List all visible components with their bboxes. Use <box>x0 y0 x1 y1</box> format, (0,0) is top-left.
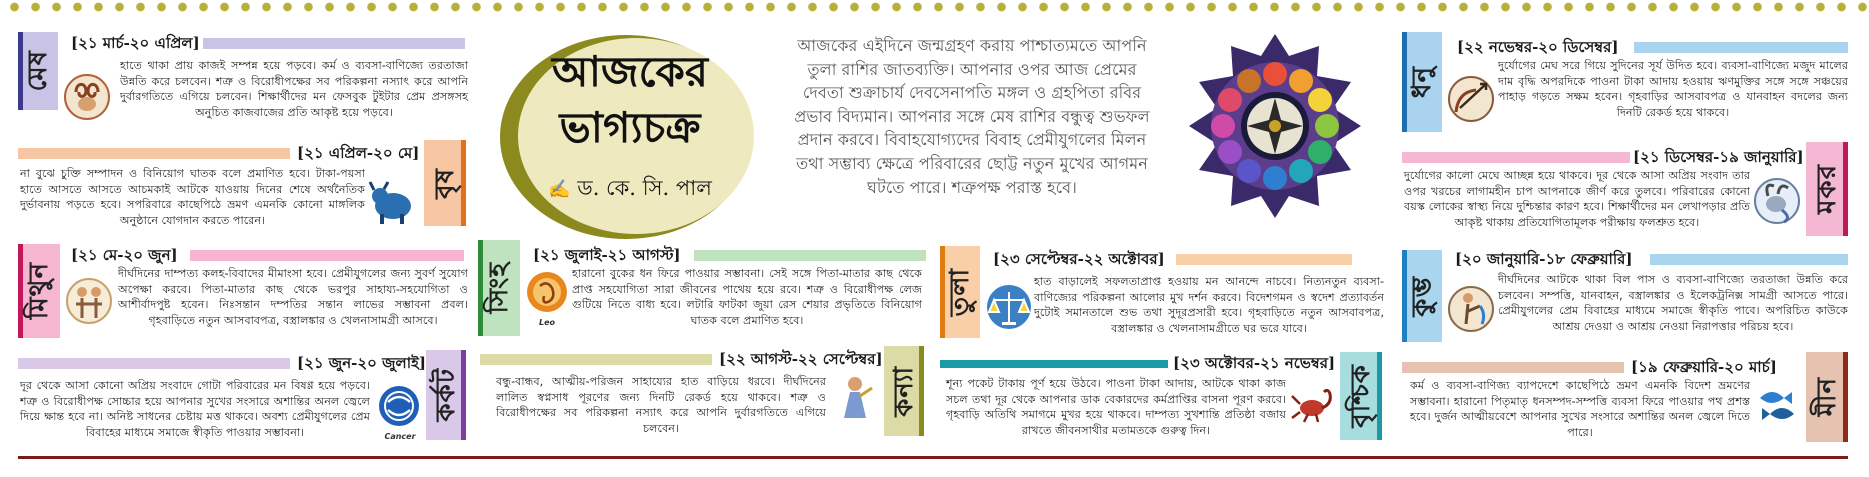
sign-tab-sagittarius <box>1402 32 1442 132</box>
sign-name: মকর <box>1812 164 1842 214</box>
title-line-1: আজকের <box>552 47 708 96</box>
sign-dates: [২০ জানুয়ারি-১৮ ফেব্রুয়ারি] <box>1452 250 1636 268</box>
sign-tab-scorpio <box>1340 352 1382 440</box>
sign-name: কুম্ভ <box>1407 275 1437 317</box>
sign-tab-virgo <box>884 346 924 436</box>
sign-tab-libra <box>940 246 980 338</box>
sign-tab-gemini <box>18 244 60 338</box>
bull-icon <box>368 176 418 226</box>
sign-dates: [২৩ সেপ্টেম্বর-২২ অক্টোবর] <box>990 250 1168 268</box>
sign-text: দীর্ঘদিনের দাম্পত্য কলহ-বিবাদের মীমাংসা হবে। প্রেমীযুগলের জন্য সুবর্ণ সুযোগ অপেক্ষা করবে। পিতা-মাতার কাছ থেকে ভরপুর সাহায্য-সহযোগিতা ও আশীর্বাদপুষ্ট হবেন। নিঃসন্তান দম্পতির সন্তান লাভের সম্ভাবনা প্রবল। গৃহবাড়িতে নতুন আসবাবপত্র, বস্ত্রালঙ্কার ও খেলনাসামগ্রী আসবে। <box>118 267 468 327</box>
cancer-icon-label: Cancer <box>384 432 416 441</box>
sign-name: মীন <box>1812 377 1842 417</box>
sign-text: কর্ম ও ব্যবসা-বাণিজ্য ব্যাপদেশে কাছেপিঠে ভ্রমণ এমনকি বিদেশ ভ্রমণের সম্ভাবনা। হারানো পিতৃমাতৃ ধনসম্পদ-সম্পত্তি ব্যবসা ফিরে পাওয়ার পথ প্রশস্ত হবে। দুর্জন আত্মীয়বেশে আপনার সুখের সংসারে অশান্তির অনল জ্বেলে দিতে পারে। <box>1410 379 1750 439</box>
sign-name: বৃষ <box>430 167 460 199</box>
sign-dates: [১৯ ফেব্রুয়ারি-২০ মার্চ] <box>1628 358 1780 376</box>
maiden-icon <box>830 372 880 422</box>
sign-name: মিথুন <box>24 262 54 320</box>
scorpion-icon <box>1288 378 1338 428</box>
sign-text: বন্ধু-বান্ধব, আত্মীয়-পরিজন সাহায্যের হাত বাড়িয়ে ধরবে। দীর্ঘদিনের লালিত স্বপ্নসাধ পূরণের জন্য দিনটি রেকর্ড হয়ে থাকবে। শত্রু ও বিরোধীপক্ষের সব পরিকল্পনা নস্যাৎ করে আপনি দুর্বারগতিতে এগিয়ে চলবেন। <box>496 375 826 435</box>
sign-text: দীর্ঘদিনের আটকে থাকা বিল পাস ও ব্যবসা-বাণিজ্যে তরতাজা উন্নতি করে চলবেন। সম্পত্তি, যানবাহন, বস্ত্রালঙ্কার ও ইলেকট্রনিক্স সামগ্রী আসতে পারে। প্রেমীযুগলের প্রেম বিবাহের মাধ্যমে সমাজে স্বীকৃতি পাবে। অপরিচিত কাউকে আশ্রয় দেওয়া ও আশ্রয় নেওয়া নিরাপত্তার পরিচয় হবে। <box>1498 273 1848 333</box>
zodiac-wheel-icon <box>1188 32 1363 220</box>
sign-tab-aries <box>18 32 58 110</box>
sign-text: দূর থেকে আসা কোনো অপ্রিয় সংবাদে গোটা পরিবারের মন বিষণ্ণ হয়ে পড়বে। শত্রু ও বিরোধীপক্ষ সোচ্চার হয়ে আপনার সুখের সংসারে অশান্তির অনল জ্বেলে দিয়ে ক্ষান্ত হবে না। অনিষ্ট সাধনের চেষ্টায় মত্ত থাকবে। অবশ্য প্রেমীযুগলের প্রেম বিবাহের মাধ্যমে সমাজে স্বীকৃতি পাওয়ার সম্ভাবনা। <box>20 379 370 439</box>
sign-dates: [২১ জুন-২০ জুলাই] <box>294 354 429 372</box>
sign-text: হাতে থাকা প্রায় কাজই সম্পন্ন হয়ে পড়বে। কর্ম ও ব্যবসা-বাণিজ্যে তরতাজা উন্নতি করে চলবেন। শত্রু ও বিরোধীপক্ষের সব পরিকল্পনা নস্যাৎ করে আপনি দুর্বারগতিতে এগিয়ে চলবেন। শিক্ষার্থীদের মন ফেসবুক টুইটার প্রেম প্রসঙ্গসহ অনুচিত কাজবাজের প্রতি আকৃষ্ট হয়ে পড়বে। <box>120 59 468 119</box>
sign-text: হাত বাড়ালেই সফলতাপ্রাপ্ত হওয়ায় মন আনন্দে নাচবে। নিত্যনতুন ব্যবসা-বাণিজ্যের পরিকল্পনা আলোর মুখ দর্শন করবে। বিদেশগমন ও স্বদেশ প্রত্যাবর্তন দুটোই সমানতালে শুভ তথা সুদূরপ্রসারী হবে। গৃহবাড়িতে নতুন আসবাবপত্র, বস্ত্রালঙ্কার ও খেলনাসামগ্রীতে ঘর ভরে যাবে। <box>1034 275 1384 335</box>
sign-tab-pisces <box>1806 352 1848 442</box>
sign-tab-leo <box>478 240 520 336</box>
sign-tab-taurus <box>424 140 466 226</box>
sign-dates: [২১ এপ্রিল-২০ মে] <box>294 144 422 162</box>
sign-name: কন্যা <box>889 365 919 417</box>
author-line <box>520 172 740 207</box>
sign-tab-aquarius <box>1402 250 1442 342</box>
sign-name: মেষ <box>23 50 53 92</box>
archer-icon <box>1446 74 1496 124</box>
goat-icon <box>1752 176 1802 226</box>
title-line-2: ভাগ্যচক্র <box>559 103 701 152</box>
dotted-border <box>0 0 1869 14</box>
intro-paragraph: আজকের এইদিনে জন্মগ্রহণ করায় পাশ্চাত্যমতে আপনি তুলা রাশির জাতব্যক্তি। আপনার ওপর আজ প্রেমের দেবতা শুক্রাচার্য দেবসেনাপতি মঙ্গল ও গ্রহপিতা রবির প্রভাব বিদ্যমান। আপনার সঙ্গে মেষ রাশির বন্ধুত্ব শুভফল প্রদান করবে। বিবাহযোগ্যদের বিবাহ প্রেমীযুগলের মিলন তথা সম্ভাব্য ক্ষেত্রে পরিবারের ছোট্ট নতুন মুখের আগমন ঘটতে পারে। শত্রুপক্ষ পরাস্ত হবে। <box>794 36 1150 197</box>
sign-dates: [২১ মে-২০ জুন] <box>68 246 181 264</box>
sign-text: না বুঝে চুক্তি সম্পাদন ও বিনিয়োগ ঘাতক বলে প্রমাণিত হবে। টাকা-পয়সা হাতে আসতে আসতে আচমকাই আটকে যাওয়ায় দিনের শেষে অর্থনৈতিক দুর্ভাবনায় পড়তে হবে। সপরিবারে কাছেপিঠে ভ্রমণ এমনকি কোনো মাঙ্গলিক অনুষ্ঠানে যোগদান করতে পারেন। <box>20 167 365 227</box>
sign-name: বৃশ্চিক <box>1346 364 1376 428</box>
pen-icon: ✍ <box>548 179 571 200</box>
sign-dates: [২২ নভেম্বর-২০ ডিসেম্বর] <box>1454 38 1621 56</box>
bottom-rule <box>18 456 1848 459</box>
ram-icon <box>62 72 112 122</box>
sign-dates: [২১ মার্চ-২০ এপ্রিল] <box>68 34 203 52</box>
sign-dates: [২৩ অক্টোবর-২১ নভেম্বর] <box>1170 354 1338 372</box>
sign-text: দুর্যোগের মেঘ সরে গিয়ে সুদিনের সূর্য উদিত হবে। ব্যবসা-বাণিজ্যে মজুদ মালের দাম বৃদ্ধি অপরদিকে পাওনা টাকা আদায় হওয়ায় ঋণমুক্তির সঙ্গে সঙ্গে সঞ্চয়ের পাহাড় গড়তে সক্ষম হবেন। গৃহবাড়ির আসবাবপত্র ও যানবাহন বদলের জন্য দিনটি রেকর্ড হয়ে থাকবে। <box>1498 59 1848 119</box>
water-bearer-icon <box>1446 284 1496 334</box>
sign-name: সিংহ <box>484 262 514 314</box>
sign-dates: [২১ ডিসেম্বর-১৯ জানুয়ারি] <box>1630 148 1807 166</box>
sign-name: ধনু <box>1407 65 1437 99</box>
page-title <box>520 44 740 156</box>
fish-icon <box>1752 380 1802 430</box>
sign-tab-cancer <box>426 350 466 440</box>
sign-name: তুলা <box>945 267 975 317</box>
sign-text: দুর্যোগের কালো মেঘে আচ্ছন্ন হয়ে থাকবে। দূর থেকে আসা অপ্রিয় সংবাদ তার ওপর খরচের লাগামহীন চাপ আপনাকে জীর্ণ করে তুলবে। পরিবারের কোনো বয়স্ক লোকের স্বাস্থ্য নিয়ে দুশ্চিন্তার কারণ হবে। শিক্ষার্থীদের মন লেখাপড়ার প্রতি আকৃষ্ট থাকায় প্রতিযোগিতামূলক পরীক্ষায় ফলশ্রুত হবে। <box>1404 169 1750 229</box>
leo-icon-label: Leo <box>538 318 556 327</box>
crab-icon <box>374 382 424 432</box>
sign-tab-capricorn <box>1806 142 1848 236</box>
twins-icon <box>64 276 114 326</box>
sign-text: হারানো বুকের ধন ফিরে পাওয়ার সম্ভাবনা। সেই সঙ্গে পিতা-মাতার কাছ থেকে প্রাপ্ত সহযোগিতা সারা জীবনের পাথেয় হয়ে রবে। শত্রু ও বিরোধীপক্ষ লেজ গুটিয়ে নিতে বাধ্য হবে। লটারি ফাটকা জুয়া রেস শেয়ার প্রভৃতিতে বিনিয়োগ ঘাতক বলে প্রমাণিত হবে। <box>572 267 922 327</box>
sign-text: শূন্য পকেট টাকায় পূর্ণ হয়ে উঠবে। পাওনা টাকা আদায়, আটকে থাকা কাজ সচল তথা দূর থেকে আপনার ডাক বেকারদের কর্মপ্রাপ্তির বাসনা পূরণ করবে। গৃহবাড়ি অতিথি সমাগমে মুখর হয়ে থাকবে। দাম্পত্য সুখশান্তি প্রতিষ্ঠা বজায় রাখতে জীবনসাথীর মতামতকে গুরুত্ব দিন। <box>946 377 1286 437</box>
sign-name: কর্কট <box>431 368 461 422</box>
scales-icon <box>984 282 1034 332</box>
lion-icon <box>522 268 572 318</box>
sign-dates: [২১ জুলাই-২১ আগস্ট] <box>530 246 684 264</box>
author-name: ড. কে. সি. পাল <box>577 176 712 200</box>
sign-dates: [২২ আগস্ট-২২ সেপ্টেম্বর] <box>716 350 886 368</box>
